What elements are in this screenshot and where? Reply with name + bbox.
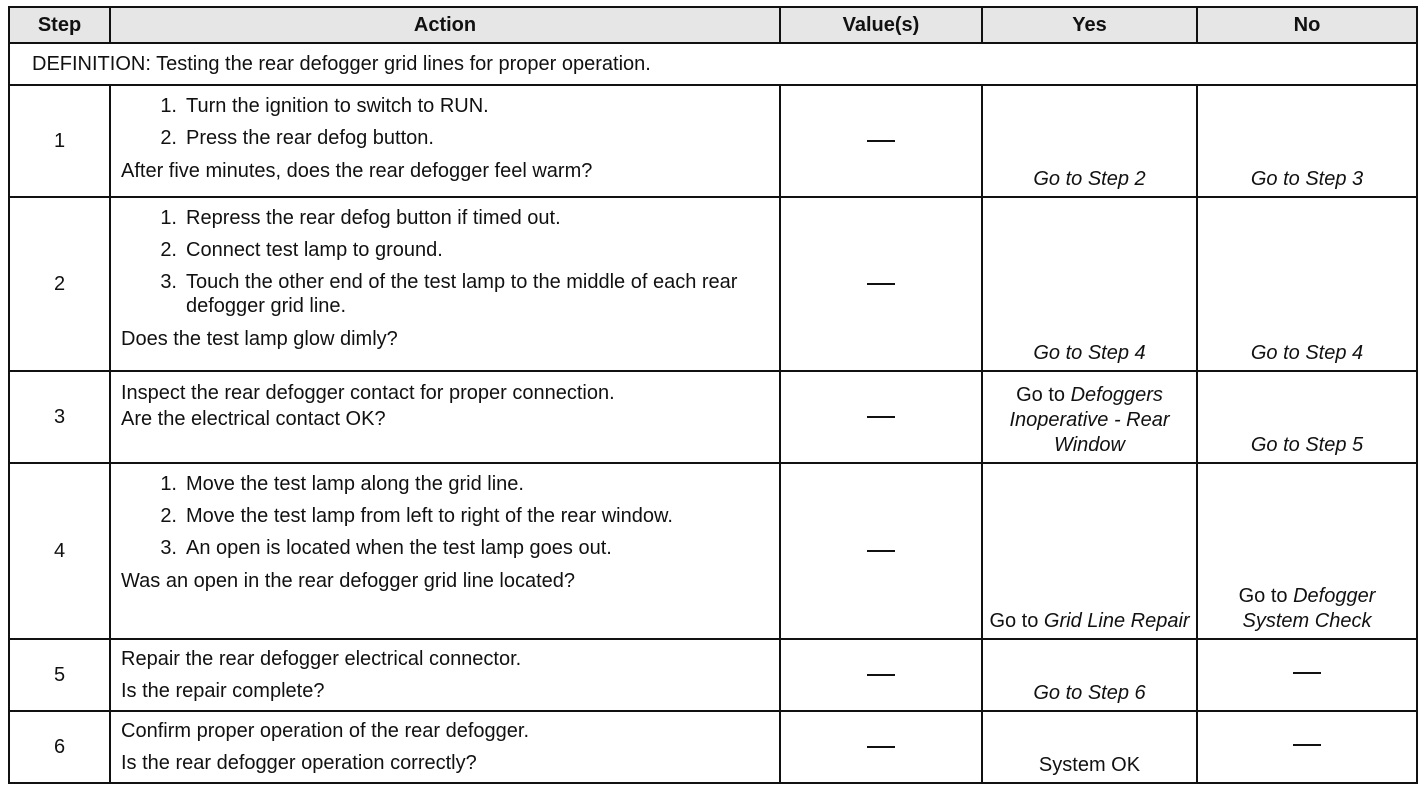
action-text: Confirm proper operation of the rear defogger. — [121, 720, 530, 742]
diagnostic-table — [8, 6, 1418, 784]
header-yes: Yes — [982, 7, 1197, 43]
value-cell — [780, 711, 982, 783]
yes-reference: Defoggers Inoperative - Rear Window — [1009, 384, 1170, 456]
table-row — [9, 711, 1417, 783]
no-cell — [1197, 639, 1417, 711]
dash-mark — [867, 283, 895, 285]
yes-cell — [982, 463, 1197, 639]
table-row — [9, 463, 1417, 639]
list-item: 3. Touch the other end of the test lamp to the middle of each rear defogger grid line. — [160, 271, 738, 317]
table-row — [9, 371, 1417, 463]
value-cell — [780, 463, 982, 639]
step-number: 2 — [9, 197, 110, 371]
definition-row — [9, 43, 1417, 85]
list-item: 3. An open is located when the test lamp goes out. — [160, 537, 612, 559]
no-cell: Go to Step 3 — [1197, 85, 1417, 197]
definition-text: DEFINITION: Testing the rear defogger grid lines for proper operation. — [9, 43, 1417, 85]
substep-list — [121, 206, 771, 318]
action-text: Repair the rear defogger electrical connector. — [121, 648, 522, 670]
header-action: Action — [110, 7, 780, 43]
dash-mark — [867, 140, 895, 142]
list-item: 1. Move the test lamp along the grid line. — [160, 473, 524, 495]
yes-cell — [982, 371, 1197, 463]
no-cell — [1197, 711, 1417, 783]
substep-list — [121, 94, 771, 150]
action-question: After five minutes, does the rear defogger feel warm? — [121, 160, 593, 182]
no-cell: Go to Step 4 — [1197, 197, 1417, 371]
list-item: 1. Turn the ignition to switch to RUN. — [160, 95, 489, 117]
action-question: Are the electrical contact OK? — [121, 408, 386, 430]
dash-mark — [1293, 672, 1321, 674]
header-row — [9, 7, 1417, 43]
header-step: Step — [9, 7, 110, 43]
action-cell — [110, 85, 780, 197]
action-question: Was an open in the rear defogger grid line located? — [121, 570, 575, 592]
action-question: Is the repair complete? — [121, 680, 325, 702]
list-item: 2. Press the rear defog button. — [160, 127, 434, 149]
no-prefix: Go to — [1238, 585, 1294, 607]
action-text: Inspect the rear defogger contact for proper connection. — [121, 382, 615, 404]
header-values: Value(s) — [780, 7, 982, 43]
dash-mark — [867, 746, 895, 748]
step-number: 6 — [9, 711, 110, 783]
yes-prefix: Go to — [989, 610, 1044, 632]
dash-mark — [867, 416, 895, 418]
step-number: 3 — [9, 371, 110, 463]
yes-cell: Go to Step 4 — [982, 197, 1197, 371]
yes-cell: System OK — [982, 711, 1197, 783]
action-cell — [110, 197, 780, 371]
action-cell — [110, 371, 780, 463]
action-cell — [110, 711, 780, 783]
dash-mark — [867, 550, 895, 552]
yes-prefix: Go to — [1016, 384, 1071, 406]
value-cell — [780, 85, 982, 197]
header-no: No — [1197, 7, 1417, 43]
substep-list — [121, 472, 771, 560]
step-number: 1 — [9, 85, 110, 197]
action-question: Does the test lamp glow dimly? — [121, 328, 398, 350]
list-item: 2. Connect test lamp to ground. — [160, 239, 443, 261]
table-row — [9, 639, 1417, 711]
action-cell — [110, 463, 780, 639]
step-number: 4 — [9, 463, 110, 639]
table-row — [9, 197, 1417, 371]
table-row — [9, 85, 1417, 197]
no-cell — [1197, 463, 1417, 639]
no-cell: Go to Step 5 — [1197, 371, 1417, 463]
dash-mark — [867, 674, 895, 676]
step-number: 5 — [9, 639, 110, 711]
list-item: 1. Repress the rear defog button if timed out. — [160, 207, 561, 229]
value-cell — [780, 371, 982, 463]
no-reference: Defogger System Check — [1242, 585, 1376, 632]
list-item: 2. Move the test lamp from left to right of the rear window. — [160, 505, 673, 527]
action-cell — [110, 639, 780, 711]
action-question: Is the rear defogger operation correctly? — [121, 752, 477, 774]
yes-reference: Grid Line Repair — [1043, 610, 1190, 632]
yes-cell: Go to Step 2 — [982, 85, 1197, 197]
yes-cell: Go to Step 6 — [982, 639, 1197, 711]
value-cell — [780, 639, 982, 711]
dash-mark — [1293, 744, 1321, 746]
value-cell — [780, 197, 982, 371]
